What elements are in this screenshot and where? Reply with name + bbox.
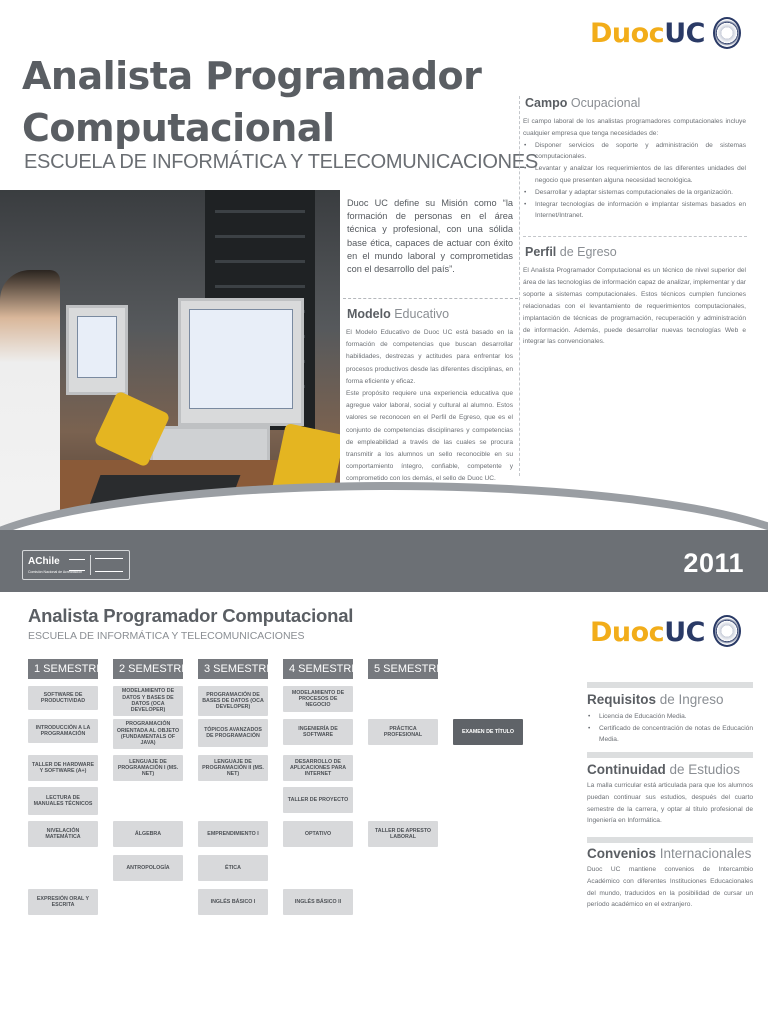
monitor-front xyxy=(178,298,304,426)
modelo-text xyxy=(346,327,513,486)
semester-tab-1: 1 SEMESTRE xyxy=(28,659,98,679)
exam-box: EXAMEN DE TÍTULO xyxy=(453,719,523,745)
course-box: TALLER DE APRESTO LABORAL xyxy=(368,821,438,847)
semester-tab-4: 4 SEMESTRE xyxy=(283,659,353,679)
course-box: LECTURA DE MANUALES TÉCNICOS xyxy=(28,787,98,815)
duoc-uc-logo-bottom: DuocUC xyxy=(590,617,705,648)
mission-text: Duoc UC define su Misión como “la formación de personas en el área técnica y profesional, con una sólida base ética, capaces de actuar con éxito en el mundo laboral y comprometidas con el desarrollo del país”. xyxy=(347,198,513,275)
accreditation-logo: AChile xyxy=(28,556,60,567)
course-box: TALLER DE HARDWARE Y SOFTWARE (A+) xyxy=(28,755,98,781)
page-subtitle: ESCUELA DE INFORMÁTICA Y TELECOMUNICACIONES xyxy=(24,151,538,173)
duoc-uc-logo xyxy=(590,18,705,49)
semester-tab-2: 2 SEMESTRE xyxy=(113,659,183,679)
course-box: PROGRAMACIÓN DE BASES DE DATOS (OCA DEVELOPER) xyxy=(198,686,268,716)
accreditation-detail xyxy=(95,558,123,572)
requisito-item: • Certificado de concentración de notas de Educación Media. xyxy=(587,723,753,746)
course-box: PRÁCTICA PROFESIONAL xyxy=(368,719,438,745)
course-box: EMPRENDIMIENTO I xyxy=(198,821,268,847)
semester-tab-5: 5 SEMESTRE xyxy=(368,659,438,679)
convenios-heading: Convenios Internacionales xyxy=(587,846,752,861)
section-divider xyxy=(587,752,753,758)
course-box: DESARROLLO DE APLICACIONES PARA INTERNET xyxy=(283,755,353,781)
logo-duoc-text: Duoc xyxy=(590,18,665,49)
perfil-text: El Analista Programador Computacional es un técnico de nivel superior del área de las tecnologías de información capaz de analizar, implementar y dar soporte a sistemas computacionales. Estos técnicos cumplen funciones relacionadas con el levantamiento de requerimientos computacionales, implantación de técnicas de programación, recuperación y administración de información. Además, puede desarrollar nuevas tecnologías Web e integrar las convencionales. xyxy=(523,267,746,346)
course-box: ANTROPOLOGÍA xyxy=(113,855,183,881)
modelo-heading: Modelo Educativo xyxy=(347,307,450,321)
student-figure xyxy=(0,270,60,535)
course-box: TÓPICOS AVANZADOS DE PROGRAMACIÓN xyxy=(198,719,268,747)
requisitos-heading: Requisitos de Ingreso xyxy=(587,692,724,707)
section-divider xyxy=(587,837,753,843)
modelo-paragraph-1: El Modelo Educativo de Duoc UC está basado en la formación de competencias que buscan desarrollar habilidades, destrezas y actitudes para enfrentar los procesos productivos desde las diferentes disciplinas, en forma eficiente y eficaz. xyxy=(346,329,513,385)
badge-separator xyxy=(90,555,91,575)
campo-text xyxy=(523,116,746,222)
curriculum-subtitle: ESCUELA DE INFORMÁTICA Y TELECOMUNICACIONES xyxy=(28,630,305,642)
course-box: MODELAMIENTO DE PROCESOS DE NEGOCIO xyxy=(283,686,353,712)
section-divider xyxy=(587,682,753,688)
accreditation-badge xyxy=(22,550,130,580)
title-line-2: Computacional xyxy=(22,106,335,150)
year-label: 2011 xyxy=(683,548,744,578)
accreditation-subtext: Comisión Nacional de Acreditación xyxy=(28,570,83,574)
page-title xyxy=(22,50,522,154)
modelo-paragraph-2: Este propósito requiere una experiencia educativa que agregue valor laboral, social y cultural al alumno. Estos valores se reconocen en el Perfil de Egreso, que es el conjunto de competencias disciplinares y competencias de empleabilidad a través de las cuales se procura transmitir a los alumnos un sello reconocible en su comportamiento íntegro, confiable, competente y comprometido con los demás, el sello de Duoc UC. xyxy=(346,390,513,483)
curriculum-title: Analista Programador Computacional xyxy=(28,605,354,626)
divider-line xyxy=(343,298,518,299)
course-box: ÁLGEBRA xyxy=(113,821,183,847)
course-box: PROGRAMACIÓN ORIENTADA AL OBJETO (FUNDAMENTALS OF JAVA) xyxy=(113,719,183,749)
convenios-text: Duoc UC mantiene convenios de Intercambio Académico con diferentes Instituciones Educacionales del mundo, traducidos en la posibilidad de cursar un período académico en el extranjero. xyxy=(587,866,753,909)
campo-intro: El campo laboral de los analistas programadores computacionales incluye cualquier empresa que tenga necesidades de: xyxy=(523,118,746,137)
campo-item: • Levantar y analizar los requerimientos de las diferentes unidades del negocio que presenten alguna necesidad tecnológica. xyxy=(523,163,746,187)
logo-uc-text: UC xyxy=(664,18,705,49)
column-divider xyxy=(519,96,520,476)
course-box: MODELAMIENTO DE DATOS Y BASES DE DATOS (OCA DEVELOPER) xyxy=(113,686,183,716)
campo-heading: Campo Ocupacional xyxy=(525,96,641,110)
campo-item: • Integrar tecnologías de información e implantar sistemas basados en Internet/Intranet. xyxy=(523,199,746,223)
divider-line xyxy=(523,236,747,237)
monitor-back xyxy=(66,305,128,395)
course-box: EXPRESIÓN ORAL Y ESCRITA xyxy=(28,889,98,915)
course-box: TALLER DE PROYECTO xyxy=(283,787,353,813)
semester-tab-3: 3 SEMESTRE xyxy=(198,659,268,679)
course-box: OPTATIVO xyxy=(283,821,353,847)
course-box: LENGUAJE DE PROGRAMACIÓN I (MS. NET) xyxy=(113,755,183,781)
requisitos-list xyxy=(587,711,753,746)
course-box: INGLÉS BÁSICO I xyxy=(198,889,268,915)
course-box: NIVELACIÓN MATEMÁTICA xyxy=(28,821,98,847)
continuidad-heading: Continuidad de Estudios xyxy=(587,762,741,777)
campo-list xyxy=(523,140,746,223)
perfil-heading: Perfil de Egreso xyxy=(525,245,617,259)
course-box: INGENIERÍA DE SOFTWARE xyxy=(283,719,353,745)
title-line-1: Analista Programador xyxy=(22,54,482,98)
course-box: SOFTWARE DE PRODUCTIVIDAD xyxy=(28,686,98,710)
continuidad-text: La malla curricular está articulada para que los alumnos puedan continuar sus estudios, después del cuarto semestre de la carrera, y optar al título profesional de Ingeniería en Informática. xyxy=(587,782,753,825)
requisito-item: • Licencia de Educación Media. xyxy=(587,711,753,723)
uc-seal-icon xyxy=(713,615,741,647)
campo-item: • Disponer servicios de soporte y administración de sistemas computacionales. xyxy=(523,140,746,164)
course-box: ÉTICA xyxy=(198,855,268,881)
uc-seal-icon xyxy=(713,17,741,49)
course-box: INTRODUCCIÓN A LA PROGRAMACIÓN xyxy=(28,719,98,743)
course-box: INGLÉS BÁSICO II xyxy=(283,889,353,915)
accreditation-detail xyxy=(69,559,85,571)
course-box: LENGUAJE DE PROGRAMACIÓN II (MS. NET) xyxy=(198,755,268,781)
campo-item: • Desarrollar y adaptar sistemas computacionales de la organización. xyxy=(523,187,746,199)
